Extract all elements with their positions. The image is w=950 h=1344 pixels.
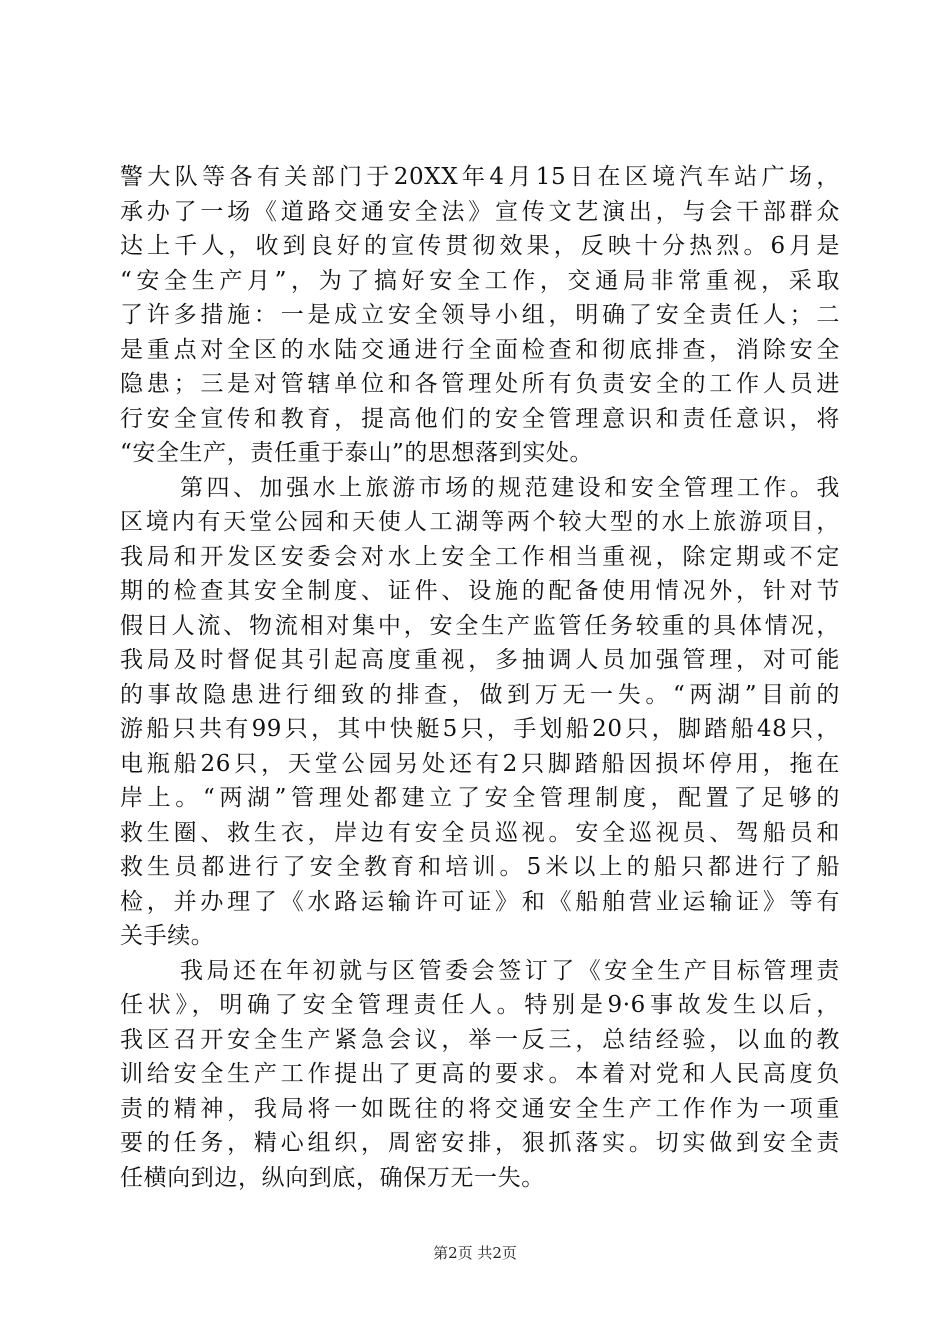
text-line: 是重点对全区的水陆交通进行全面检查和彻底排查，消除安全	[120, 336, 840, 363]
text-line: 检，并办理了《水路运输许可证》和《船舶营业运输证》等有	[120, 888, 840, 915]
text-line: 期的检查其安全制度、证件、设施的配备使用情况外，针对节	[120, 578, 840, 604]
text-line: 的事故隐患进行细致的排查，做到万无一失。“两湖”目前的	[120, 681, 840, 708]
text-line: 责的精神，我局将一如既往的将交通安全生产工作作为一项重	[120, 1095, 840, 1122]
text-line: 行安全宣传和教育，提高他们的安全管理意识和责任意识，将	[120, 405, 840, 432]
text-line: 隐患；三是对管辖单位和各管理处所有负责安全的工作人员进	[120, 371, 840, 397]
paragraph-start-line: 我局还在年初就与区管委会签订了《安全生产目标管理责	[180, 957, 840, 984]
text-line: 区境内有天堂公园和天使人工湖等两个较大型的水上旅游项目，	[120, 509, 840, 535]
text-line: 要的任务，精心组织，周密安排，狠抓落实。切实做到安全责	[120, 1130, 840, 1156]
paragraph-start-line: 第四、加强水上旅游市场的规范建设和安全管理工作。我	[180, 474, 840, 501]
text-line: 了许多措施：一是成立安全领导小组，明确了安全责任人；二	[120, 302, 840, 328]
text-line: 承办了一场《道路交通安全法》宣传文艺演出，与会干部群众	[120, 198, 840, 225]
text-line: 救生圈、救生衣，岸边有安全员巡视。安全巡视员、驾船员和	[120, 819, 840, 846]
text-line: 我局和开发区安委会对水上安全工作相当重视，除定期或不定	[120, 543, 840, 570]
text-line: 假日人流、物流相对集中，安全生产监管任务较重的具体情况，	[120, 612, 840, 639]
text-line: 任状》，明确了安全管理责任人。特别是9·6事故发生以后，	[120, 992, 840, 1018]
text-line: 关手续。	[120, 923, 215, 949]
text-line: 训给安全生产工作提出了更高的要求。本着对党和人民高度负	[120, 1061, 840, 1087]
text-line: 我区召开安全生产紧急会议，举一反三，总结经验，以血的教	[120, 1026, 840, 1053]
text-line: 我局及时督促其引起高度重视，多抽调人员加强管理，对可能	[120, 647, 840, 673]
text-line: 救生员都进行了安全教育和培训。5米以上的船只都进行了船	[120, 854, 840, 880]
text-line: 游船只共有99只，其中快艇5只，手划船20只，脚踏船48只，	[120, 716, 840, 742]
text-line: 任横向到边，纵向到底，确保万无一失。	[120, 1164, 545, 1191]
document-body	[120, 160, 840, 1195]
text-line: “安全生产月”，为了搞好安全工作，交通局非常重视，采取	[120, 267, 840, 294]
text-line: 警大队等各有关部门于20XX年4月15日在区境汽车站广场，	[120, 164, 840, 190]
text-line: 岸上。“两湖”管理处都建立了安全管理制度，配置了足够的	[120, 785, 840, 811]
text-line: 达上千人，收到良好的宣传贯彻效果，反映十分热烈。6月是	[120, 233, 840, 259]
page-footer: 第2页 共2页	[433, 1244, 517, 1262]
text-line: 电瓶船26只，天堂公园另处还有2只脚踏船因损坏停用，拖在	[120, 750, 840, 777]
text-line: “安全生产，责任重于泰山”的思想落到实处。	[120, 440, 594, 466]
